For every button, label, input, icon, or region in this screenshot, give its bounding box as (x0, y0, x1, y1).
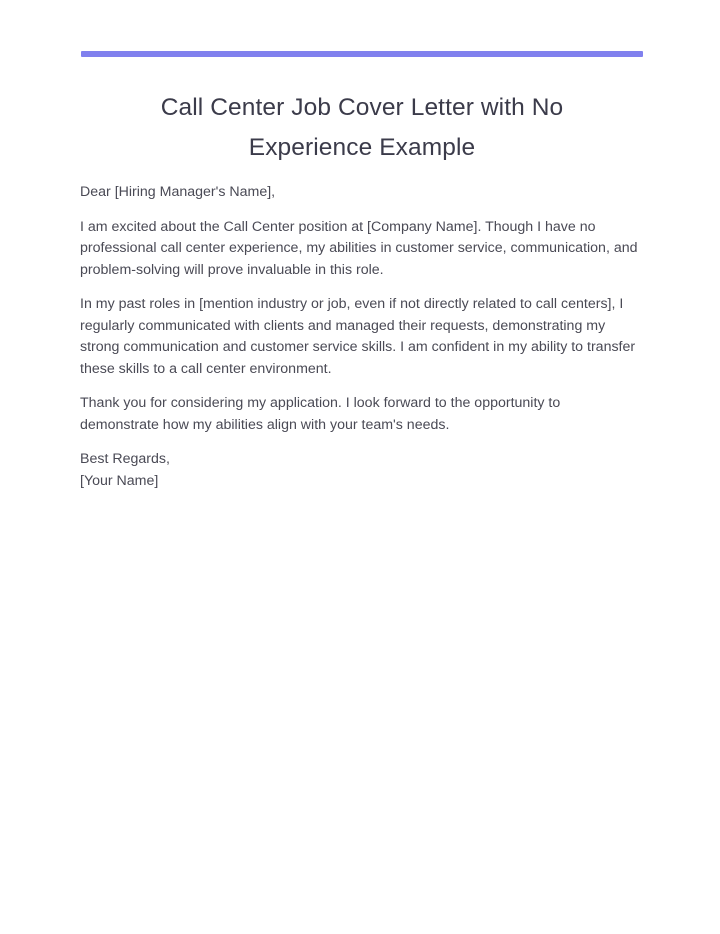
signature-name: [Your Name] (80, 472, 159, 489)
document-title (81, 88, 643, 168)
closing-block (80, 449, 640, 492)
paragraph-thanks: Thank you for considering my application. I look forward to the opportunity to demonstrate how my abilities align with your team's needs. (80, 395, 561, 433)
letter-body (80, 182, 640, 492)
closing-phrase: Best Regards, (80, 451, 170, 467)
paragraph-experience: In my past roles in [mention industry or job, even if not directly related to call centers], I regularly communicated with clients and managed their requests, demonstrating my strong communication and customer service skills. I am confident in my ability to transfer these skills to a call center environment. (80, 296, 636, 377)
title-line-1: Call Center Job Cover Letter with No (160, 94, 564, 121)
paragraph-intro: I am excited about the Call Center position at [Company Name]. Though I have no professional call center experience, my abilities in customer service, communication, and problem-solving will prove invaluable in this role. (80, 218, 638, 278)
salutation: Dear [Hiring Manager's Name], (80, 184, 276, 200)
header-accent-bar (81, 51, 643, 57)
title-line-2: Experience Example (248, 134, 476, 161)
